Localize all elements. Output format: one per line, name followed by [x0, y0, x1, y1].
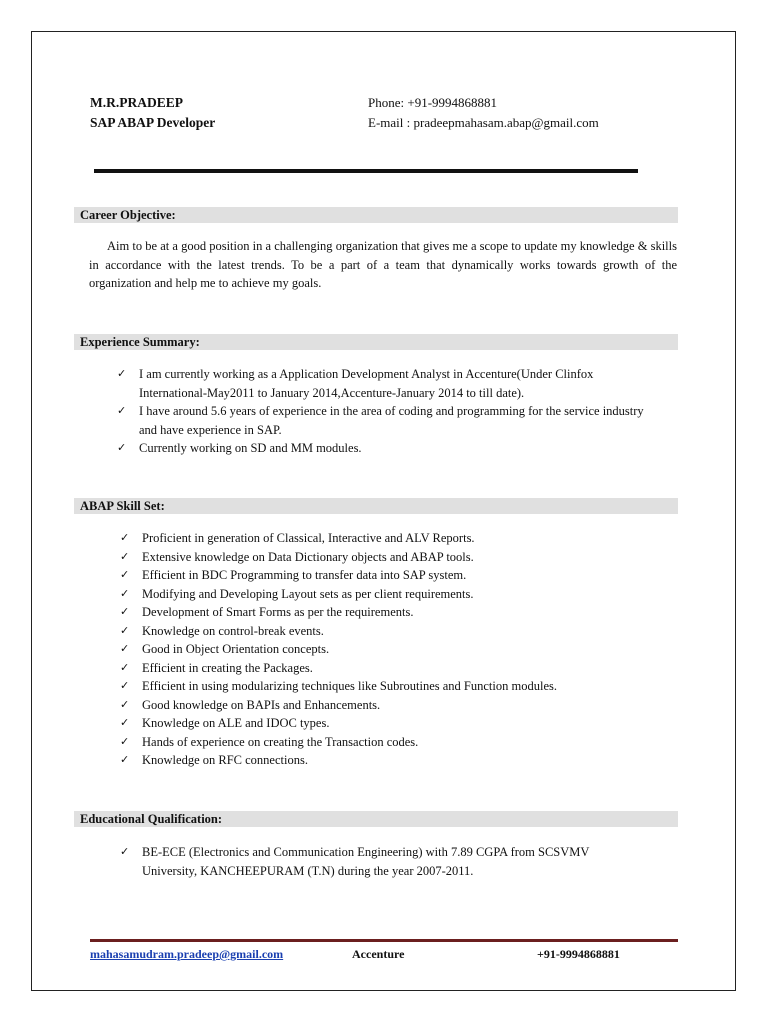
list-item	[120, 548, 665, 567]
candidate-role: SAP ABAP Developer	[90, 115, 216, 130]
list-item	[117, 365, 662, 402]
checkmark-icon: ✓	[120, 679, 130, 692]
checkmark-icon: ✓	[120, 642, 130, 655]
list-item-text: Good knowledge on BAPIs and Enhancements.	[142, 697, 381, 712]
list-item	[120, 714, 665, 733]
phone-line: Phone: +91-9994868881	[368, 95, 498, 110]
list-item-text: BE-ECE (Electronics and Communication Engineering) with 7.89 CGPA from SCSVMV University, KANCHEEPURAM (T.N) during the year 2007-2011.	[142, 845, 590, 878]
resume-page	[31, 31, 736, 991]
skills-list	[120, 529, 665, 770]
list-item-text: Efficient in BDC Programming to transfer data into SAP system.	[142, 568, 467, 582]
career-objective-text: Aim to be at a good position in a challenging organization that gives me a scope to update my knowledge & skills in accordance with the latest trends. To be a part of a team that dynamically works towards growth of the organization and help me to achieve my goals.	[89, 239, 677, 290]
checkmark-icon: ✓	[120, 697, 130, 711]
list-item-text: Development of Smart Forms as per the requirements.	[142, 605, 414, 619]
email-line: E-mail : pradeepmahasam.abap@gmail.com	[368, 115, 599, 130]
list-item-text: Hands of experience on creating the Transaction codes.	[142, 734, 419, 749]
list-item-text: Good in Object Orientation concepts.	[142, 642, 330, 656]
list-item-text: Currently working on SD and MM modules.	[139, 441, 362, 455]
list-item	[117, 439, 662, 458]
section-heading-skills: ABAP Skill Set:	[74, 498, 678, 514]
list-item	[120, 733, 665, 752]
list-item-text: I have around 5.6 years of experience in the area of coding and programming for the service industry and have experience in SAP.	[139, 404, 644, 437]
list-item	[120, 529, 665, 548]
checkmark-icon: ✓	[120, 568, 130, 581]
checkmark-icon: ✓	[120, 845, 130, 858]
list-item	[120, 659, 665, 678]
list-item	[120, 751, 665, 770]
list-item	[120, 640, 665, 659]
header-left	[90, 93, 215, 133]
checkmark-icon: ✓	[120, 605, 130, 618]
list-item-text: Knowledge on control-break events.	[142, 623, 324, 638]
list-item	[120, 843, 640, 880]
list-item	[120, 622, 665, 641]
header-divider	[94, 169, 638, 173]
list-item-text: Modifying and Developing Layout sets as per client requirements.	[142, 586, 474, 601]
checkmark-icon: ✓	[117, 441, 127, 454]
experience-list	[117, 365, 662, 458]
checkmark-icon: ✓	[117, 367, 127, 380]
section-heading-education: Educational Qualification:	[74, 811, 678, 827]
checkmark-icon: ✓	[117, 404, 127, 417]
list-item	[120, 585, 665, 604]
footer-email-link[interactable]: mahasamudram.pradeep@gmail.com	[90, 947, 284, 961]
list-item-text: Extensive knowledge on Data Dictionary objects and ABAP tools.	[142, 549, 474, 564]
checkmark-icon: ✓	[120, 623, 130, 637]
list-item	[120, 603, 665, 622]
checkmark-icon: ✓	[120, 716, 130, 729]
checkmark-icon: ✓	[120, 734, 130, 748]
checkmark-icon: ✓	[120, 549, 130, 563]
checkmark-icon: ✓	[120, 660, 130, 674]
footer-company: Accenture	[352, 947, 405, 961]
education-list	[120, 843, 640, 880]
list-item-text: Efficient in using modularizing techniques like Subroutines and Function modules.	[142, 679, 557, 693]
list-item-text: Efficient in creating the Packages.	[142, 660, 313, 675]
header-contact	[368, 93, 599, 133]
checkmark-icon: ✓	[120, 531, 130, 544]
list-item-text: Knowledge on RFC connections.	[142, 753, 308, 767]
list-item	[117, 402, 662, 439]
list-item-text: Knowledge on ALE and IDOC types.	[142, 716, 330, 730]
checkmark-icon: ✓	[120, 753, 130, 766]
list-item-text: Proficient in generation of Classical, Interactive and ALV Reports.	[142, 531, 475, 545]
list-item	[120, 696, 665, 715]
list-item	[120, 566, 665, 585]
candidate-name: M.R.PRADEEP	[90, 95, 183, 110]
section-heading-experience: Experience Summary:	[74, 334, 678, 350]
section-heading-career: Career Objective:	[74, 207, 678, 223]
list-item-text: I am currently working as a Application Development Analyst in Accenture(Under Clinfox International-May2011 to January 2014,Accenture-January 2014 to till date).	[139, 367, 594, 400]
footer-phone: +91-9994868881	[537, 947, 620, 961]
footer-divider	[90, 939, 678, 942]
checkmark-icon: ✓	[120, 586, 130, 600]
list-item	[120, 677, 665, 696]
